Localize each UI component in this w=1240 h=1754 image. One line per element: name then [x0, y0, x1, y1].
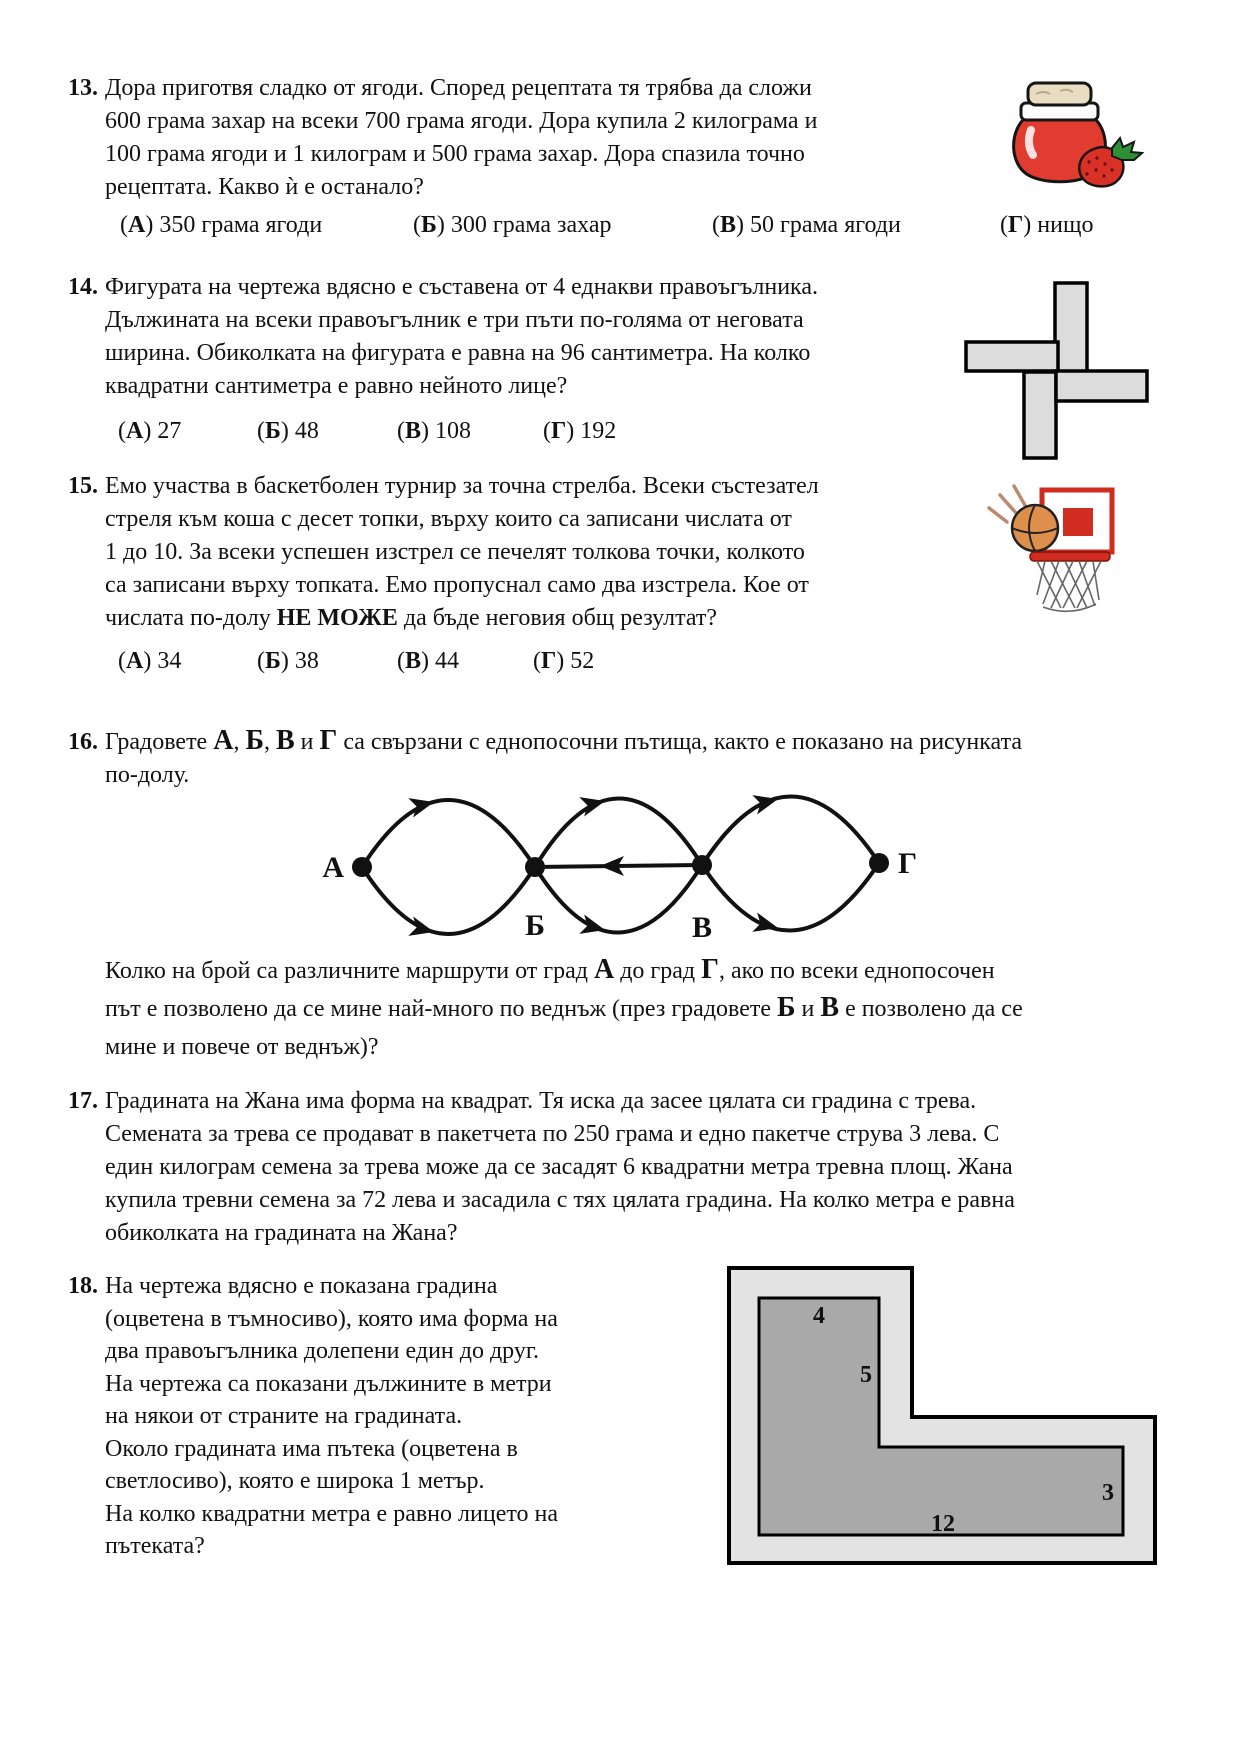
option-В: (В) 44: [397, 648, 460, 674]
text-segment: купила тревни семена за 72 лева и засадила с тях цялата градина. На колко метра е равна: [105, 1187, 1015, 1213]
option-Б: (Б) 48: [257, 418, 319, 444]
edge-a-b-lower: [362, 867, 535, 934]
text-segment: Дора приготвя сладко от ягоди. Според рецептата тя трябва да сложи: [105, 75, 812, 101]
option-text: 44: [435, 648, 460, 674]
text-segment: Около градината има пътека (оцветена в: [105, 1435, 518, 1462]
question-line: [105, 1270, 558, 1303]
pinwheel-rect-right: [1056, 371, 1147, 401]
hoop-rim: [1030, 552, 1110, 561]
question-line: [105, 1335, 558, 1368]
question-number: 18.: [68, 1273, 98, 1299]
garden-label-top: 4: [813, 1303, 825, 1329]
question-block-17: [68, 1085, 1015, 1250]
question-number: 17.: [68, 1088, 98, 1114]
text-segment: 100 грама ягоди и 1 килограм и 500 грама захар. Дора спазила точно: [105, 141, 805, 167]
question-line: [105, 1184, 1015, 1217]
text-segment: Г: [701, 954, 719, 985]
text-segment: Градовете: [105, 729, 214, 755]
option-text: 48: [294, 418, 319, 444]
graph-node-a: [352, 857, 372, 877]
question-block-18: [68, 1270, 558, 1563]
basketball: [1012, 505, 1058, 551]
question-line: [105, 1217, 1015, 1250]
text-segment: рецептата. Какво ѝ е останало?: [105, 174, 424, 200]
text-segment: и: [795, 996, 821, 1022]
text-segment: на някои от страните на градината.: [105, 1403, 463, 1429]
text-segment: А: [593, 954, 615, 985]
question-block-16-continued: [68, 952, 1023, 1066]
pinwheel-rect-bottom: [1024, 372, 1056, 458]
text-segment: Семената за трева се продават в пакетчета по 250 грама и едно пакетче струва 3 лева. С: [105, 1121, 1000, 1147]
option-text: 108: [435, 418, 472, 444]
text-segment: На чертежа вдясно е показана градина: [105, 1273, 498, 1299]
option-letter: В: [720, 212, 737, 238]
text-segment: два правоъгълника долепени един до друг.: [105, 1338, 540, 1364]
question-text: [105, 1270, 558, 1563]
option-Б: (Б) 38: [257, 648, 319, 674]
question-line: [105, 952, 1023, 990]
edge-b-v-lower: [535, 865, 702, 933]
option-letter: Г: [1008, 212, 1024, 238]
hoop-net: [1037, 561, 1101, 611]
question-line: [105, 990, 1023, 1028]
option-А: (А) 350 грама ягоди: [120, 212, 323, 238]
question-number: 15.: [68, 473, 98, 499]
text-segment: да бъде неговия общ резултат?: [397, 605, 718, 631]
text-segment: обиколката на градината на Жана?: [105, 1220, 458, 1246]
question-line: [105, 72, 817, 105]
question-line: [105, 1028, 1023, 1066]
option-text: 50 грама ягоди: [750, 212, 901, 238]
question-line: [105, 138, 817, 171]
text-segment: ,: [263, 729, 276, 755]
option-text: 192: [580, 418, 617, 444]
text-segment: по-долу.: [105, 762, 190, 788]
option-text: 27: [157, 418, 182, 444]
garden-label-side: 5: [860, 1362, 872, 1388]
text-segment: до град: [614, 958, 702, 984]
question-number: 13.: [68, 75, 98, 101]
text-segment: Градината на Жана има форма на квадрат. Тя иска да засее цялата си градина с трева.: [105, 1088, 977, 1114]
text-segment: стреля към коша с десет топки, върху които са записани числата от: [105, 506, 792, 532]
graph-node-label-g: Г: [898, 847, 918, 880]
text-segment: светлосиво), която е широка 1 метър.: [105, 1468, 485, 1494]
edge-v-g-lower: [702, 863, 879, 931]
text-segment: На чертежа са показани дължините в метри: [105, 1370, 552, 1397]
question-text: [105, 1085, 1015, 1250]
text-segment: ,: [233, 729, 246, 755]
edge-v-b-straight: [535, 865, 702, 867]
graph-node-label-a: А: [322, 851, 344, 884]
option-letter: Г: [541, 648, 557, 674]
option-text: 38: [294, 648, 319, 674]
text-segment: Колко на брой са различните маршрути от град: [105, 958, 594, 984]
option-Г: (Г) нищо: [1000, 212, 1094, 238]
text-segment: ширина. Обиколката на фигурата е равна на 96 сантиметра. На колко: [105, 340, 811, 366]
option-А: (А) 34: [118, 648, 182, 674]
graph-edges: [362, 796, 879, 934]
graph-node-b: [525, 857, 545, 877]
roads-graph-figure: [300, 775, 925, 953]
text-segment: (оцветена в тъмносиво), която има форма на: [105, 1305, 558, 1332]
question-line: [105, 1498, 558, 1531]
text-segment: В: [275, 725, 295, 756]
graph-node-label-b: Б: [525, 909, 545, 942]
option-letter: В: [405, 648, 422, 674]
text-segment: и: [294, 729, 320, 755]
text-segment: 1 до 10. За всеки успешен изстрел се печелят толкова точки, колкото: [105, 539, 805, 565]
question-line: [105, 271, 818, 304]
graph-node-g: [869, 853, 889, 873]
text-segment: 600 грама захар на всеки 700 грама ягоди. Дора купила 2 килограма и: [105, 108, 818, 134]
option-letter: Б: [421, 212, 437, 238]
option-Г: (Г) 192: [543, 418, 617, 444]
text-segment: Фигурата на чертежа вдясно е съставена от 4 еднакви правоъгълника.: [105, 274, 819, 300]
garden-path-figure: [725, 1262, 1165, 1572]
text-segment: Б: [245, 725, 264, 756]
option-А: (А) 27: [118, 418, 182, 444]
backboard-square: [1063, 508, 1093, 536]
question-line: [105, 337, 818, 370]
option-Г: (Г) 52: [533, 648, 595, 674]
option-Б: (Б) 300 грама захар: [413, 212, 612, 238]
edge-a-b-upper: [362, 800, 535, 867]
option-letter: А: [128, 212, 146, 238]
text-segment: са записани върху топката. Емо пропуснал само два изстрела. Кое от: [105, 572, 809, 598]
question-line: [105, 536, 819, 569]
option-letter: Б: [265, 418, 281, 444]
text-segment: , ако по всеки еднопосочен: [718, 958, 995, 984]
question-text: [105, 72, 817, 204]
question-line: [105, 602, 819, 635]
text-segment: А: [213, 725, 234, 756]
text-segment: В: [820, 992, 840, 1023]
text-segment: НЕ МОЖЕ: [276, 605, 398, 631]
question-number: 14.: [68, 274, 98, 300]
question-line: [105, 1118, 1015, 1151]
pinwheel-rect-left: [966, 342, 1058, 371]
graph-node-label-v: В: [691, 911, 713, 944]
option-text: 34: [157, 648, 182, 674]
question-line: [105, 503, 819, 536]
text-segment: мине и повече от веднъж)?: [105, 1034, 379, 1060]
strawberry-leaves: [1112, 138, 1142, 160]
text-segment: път е позволено да се мине най-много по веднъж (през градовете: [105, 996, 778, 1022]
text-segment: един килограм семена за трева може да се засадят 6 квадратни метра тревна площ. Жана: [105, 1154, 1013, 1180]
pinwheel-rect-top: [1055, 283, 1087, 372]
option-letter: В: [405, 418, 422, 444]
option-text: нищо: [1037, 212, 1094, 238]
question-text: [105, 470, 819, 635]
option-text: 300 грама захар: [450, 212, 612, 238]
question-line: [105, 1433, 558, 1466]
garden-label-right: 3: [1102, 1480, 1114, 1506]
option-letter: А: [126, 418, 144, 444]
question-text: [105, 952, 1023, 1066]
option-letter: Г: [551, 418, 567, 444]
pinwheel-figure: [950, 278, 1155, 464]
jam-jar-illustration: [1000, 78, 1150, 210]
question-line: [105, 1400, 558, 1433]
option-text: 350 грама ягоди: [159, 212, 323, 238]
text-segment: Емо участва в баскетболен турнир за точна стрелба. Всеки състезател: [105, 473, 819, 499]
edge-b-v-upper: [535, 798, 702, 867]
option-В: (В) 50 грама ягоди: [712, 212, 901, 238]
question-line: [105, 1303, 558, 1336]
text-segment: квадратни сантиметра е равно нейното лице?: [105, 373, 568, 399]
edge-v-g-upper: [702, 796, 879, 865]
question-line: [105, 304, 818, 337]
question-line: [105, 569, 819, 602]
text-segment: е позволено да се: [839, 996, 1023, 1022]
question-number: 16.: [68, 729, 98, 755]
question-line: [105, 726, 1022, 759]
question-block-14: [68, 271, 819, 444]
question-line: [105, 171, 817, 204]
question-line: [105, 1368, 558, 1401]
text-segment: Г: [319, 725, 338, 756]
text-segment: На колко квадратни метра е равно лицето на: [105, 1500, 559, 1527]
jam-jar-highlight: [1029, 130, 1033, 155]
question-block-15: [68, 470, 819, 674]
text-segment: са свързани с еднопосочни пътища, както е показано на рисунката: [337, 729, 1022, 755]
question-line: [105, 1465, 558, 1498]
text-segment: пътеката?: [105, 1533, 205, 1559]
question-line: [105, 1530, 558, 1563]
text-segment: Дължината на всеки правоъгълник е три пъти по-голяма от неговата: [105, 307, 804, 333]
garden-label-bottom: 12: [931, 1511, 955, 1537]
option-letter: Б: [265, 648, 281, 674]
question-line: [105, 1085, 1015, 1118]
question-text: [105, 271, 818, 403]
option-letter: А: [126, 648, 144, 674]
graph-node-v: [692, 855, 712, 875]
basketball-hoop-illustration: [985, 480, 1120, 630]
question-line: [105, 370, 818, 403]
option-В: (В) 108: [397, 418, 472, 444]
question-block-13: [68, 72, 1094, 238]
question-line: [105, 470, 819, 503]
question-line: [105, 105, 817, 138]
question-line: [105, 1151, 1015, 1184]
text-segment: Б: [777, 992, 796, 1023]
text-segment: числата по-долу: [105, 605, 277, 631]
option-text: 52: [570, 648, 595, 674]
